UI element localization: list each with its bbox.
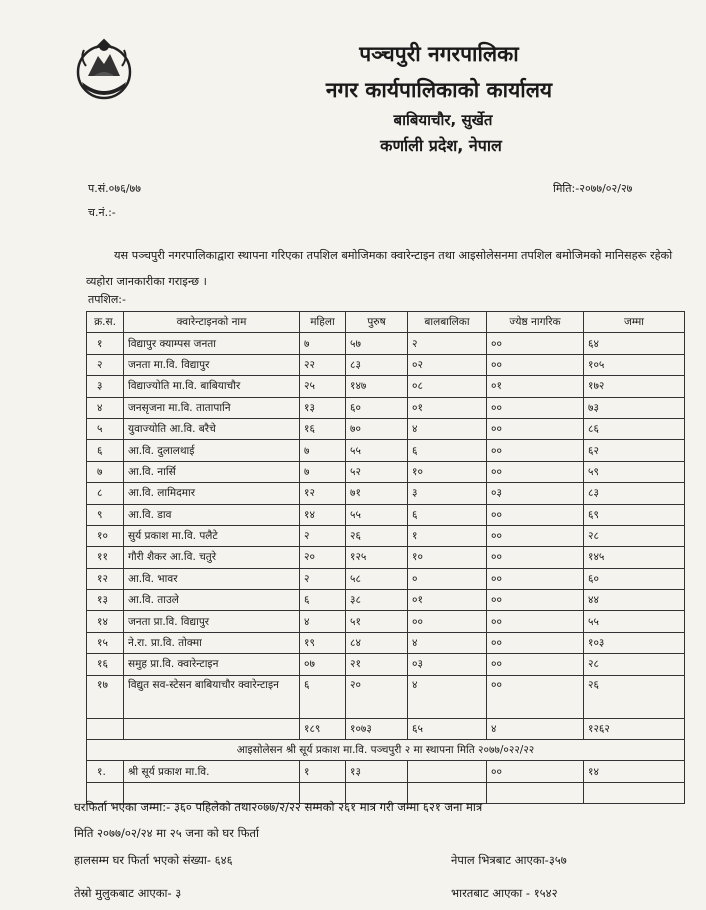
cell-total: १४ <box>584 761 685 782</box>
header-total: जम्मा <box>584 312 685 333</box>
third-country-count: तेस्रो मुलुकबाट आएका- ३ <box>74 886 182 900</box>
cell-female: ७ <box>300 461 346 482</box>
cell-male: ५१ <box>346 611 408 632</box>
cell-children: ० <box>408 568 487 589</box>
cell-female: २२ <box>300 354 346 375</box>
cell-sn: १४ <box>87 611 124 632</box>
cell-male: २१ <box>346 654 408 675</box>
cell-total: ४४ <box>584 590 685 611</box>
cell-senior: ०३ <box>487 483 584 504</box>
details-label: तपशिल:- <box>88 293 126 306</box>
cell-female: ४ <box>300 611 346 632</box>
cell-name: विद्यापुर क्याम्पस जनता <box>124 333 300 354</box>
cell-male: ७१ <box>346 483 408 504</box>
cell-female: २० <box>300 547 346 568</box>
cell-senior: ०० <box>487 675 584 718</box>
cell-total: १७२ <box>584 376 685 397</box>
cell-male: ७० <box>346 418 408 439</box>
body-paragraph <box>86 243 696 295</box>
cell-female: १४ <box>300 504 346 525</box>
cell-children: ४ <box>408 418 487 439</box>
cell-name: विद्याज्योति मा.वि. बाबियाचौर <box>124 376 300 397</box>
cell-name: सुर्य प्रकाश मा.वि. पलैटे <box>124 525 300 546</box>
cell-senior: ०० <box>487 568 584 589</box>
letter-date: मिति:-२०७७/०२/२७ <box>553 182 633 195</box>
cell-sn: १. <box>87 761 124 782</box>
cell-sn: ३ <box>87 376 124 397</box>
cell-male: ३८ <box>346 590 408 611</box>
table-row <box>87 611 685 632</box>
table-total-row <box>87 718 685 739</box>
cell-children: ०० <box>408 611 487 632</box>
cell-children: ६ <box>408 504 487 525</box>
returned-date-note: मिति २०७७/०२/२४ मा २५ जना को घर फिर्ता <box>74 826 259 840</box>
header-children: बालबालिका <box>408 312 487 333</box>
cell-children: ४ <box>408 632 487 653</box>
blank-cell <box>487 782 584 803</box>
cell-total: ६४ <box>584 333 685 354</box>
cell-senior: ०० <box>487 590 584 611</box>
cell-female: १ <box>300 761 346 782</box>
table-row <box>87 525 685 546</box>
cell-male: ५८ <box>346 568 408 589</box>
cell-sn: १७ <box>87 675 124 718</box>
cell-children: ०१ <box>408 590 487 611</box>
cell-sn: १२ <box>87 568 124 589</box>
cell-sn: १ <box>87 333 124 354</box>
cell-female: २ <box>300 568 346 589</box>
office-location: बाबियाचौर, सुर्खेत <box>393 111 493 129</box>
cell-name: गौरी शैकर आ.वि. चतुरे <box>124 547 300 568</box>
cell-name: आ.वि. ताउले <box>124 590 300 611</box>
cell-senior: ०० <box>487 418 584 439</box>
cell-male: ५२ <box>346 461 408 482</box>
cell-senior: ०० <box>487 461 584 482</box>
quarantine-table <box>86 311 685 804</box>
cell-name: विद्युत सव-स्टेसन बाबियाचौर क्वारेन्टाइन <box>124 675 300 718</box>
table-row <box>87 440 685 461</box>
cell-children: १ <box>408 525 487 546</box>
header-male: पुरुष <box>346 312 408 333</box>
cell-senior: ४ <box>487 718 584 739</box>
cell-name: आ.वि. भावर <box>124 568 300 589</box>
cell-male: ८४ <box>346 632 408 653</box>
cell-male: ८३ <box>346 354 408 375</box>
cell-children: २ <box>408 333 487 354</box>
cell-female: १२ <box>300 483 346 504</box>
cell-total: ६२ <box>584 440 685 461</box>
header-name: क्वारेन्टाइनको नाम <box>124 312 300 333</box>
cell-senior: ०० <box>487 397 584 418</box>
cell-female: २ <box>300 525 346 546</box>
cell-female: ६ <box>300 590 346 611</box>
cell-total: ५९ <box>584 461 685 482</box>
cell-sn: ७ <box>87 461 124 482</box>
table-row <box>87 547 685 568</box>
table-row <box>87 483 685 504</box>
municipality-title: पञ्चपुरी नगरपालिका <box>359 42 519 66</box>
table-row <box>87 354 685 375</box>
cell-sn: ९ <box>87 504 124 525</box>
cell-name: आ.वि. दुलालथाई <box>124 440 300 461</box>
cell-senior: ०० <box>487 761 584 782</box>
cell-female: १९ <box>300 632 346 653</box>
cell-male: १०७३ <box>346 718 408 739</box>
cell-sn: २ <box>87 354 124 375</box>
cell-male: ५५ <box>346 504 408 525</box>
table-row <box>87 397 685 418</box>
cell-senior: ०० <box>487 611 584 632</box>
returned-summary: घरफिर्ता भएका जम्मा:- ३६० पहिलेको तथा२०७७/२/२२ सम्मको २६१ मात्र गरी जम्मा ६२१ जना मात्र <box>74 800 483 814</box>
cell-senior: ०० <box>487 547 584 568</box>
cell-male: ६० <box>346 397 408 418</box>
cell-children: ०८ <box>408 376 487 397</box>
returned-count: हालसम्म घर फिर्ता भएको संख्या- ६४६ <box>74 853 233 867</box>
cell-male: १४७ <box>346 376 408 397</box>
table-header-row <box>87 312 685 333</box>
table-row <box>87 461 685 482</box>
header-female: महिला <box>300 312 346 333</box>
isolation-title: आइसोलेसन श्री सूर्य प्रकाश मा.वि. पञ्चपुरी २ मा स्थापना मिति २०७७/०२२/२२ <box>87 740 685 761</box>
cell-female: १६ <box>300 418 346 439</box>
cell-sn <box>87 718 124 739</box>
cell-name: युवाज्योति आ.वि. बरैचे <box>124 418 300 439</box>
cell-sn: ११ <box>87 547 124 568</box>
cell-children: ६ <box>408 440 487 461</box>
cell-children: ०२ <box>408 354 487 375</box>
cell-senior: ०१ <box>487 376 584 397</box>
cell-female: २५ <box>300 376 346 397</box>
cell-senior: ०० <box>487 333 584 354</box>
cell-name <box>124 718 300 739</box>
cell-male: ५५ <box>346 440 408 461</box>
table-row <box>87 333 685 354</box>
cell-sn: १६ <box>87 654 124 675</box>
cell-sn: ६ <box>87 440 124 461</box>
office-province: कर्णाली प्रदेश, नेपाल <box>380 136 502 155</box>
cell-female: ७ <box>300 333 346 354</box>
cell-male: १३ <box>346 761 408 782</box>
from-india-count: भारतबाट आएका - १५४२ <box>451 886 558 900</box>
cell-name: ने.रा. प्रा.वि. तोक्मा <box>124 632 300 653</box>
cell-children: १० <box>408 461 487 482</box>
table-row <box>87 504 685 525</box>
cell-total: ७३ <box>584 397 685 418</box>
header-sn: क्र.स. <box>87 312 124 333</box>
cell-sn: ८ <box>87 483 124 504</box>
cell-sn: १० <box>87 525 124 546</box>
cell-total: १०३ <box>584 632 685 653</box>
cell-female: ७ <box>300 440 346 461</box>
cell-children: ३ <box>408 483 487 504</box>
body-text: यस पञ्चपुरी नगरपालिकाद्वारा स्थापना गरिएका तपशिल बमोजिमका क्वारेन्टाइन तथा आइसोलेसनमा तपशिल बमोजिमको मानिसहरू रहेको व्यहोरा जानकारीका गराइन्छ । <box>86 249 673 288</box>
table-row <box>87 590 685 611</box>
cell-sn: ४ <box>87 397 124 418</box>
cell-senior: ०० <box>487 525 584 546</box>
cell-senior: ०० <box>487 504 584 525</box>
cell-female: ०७ <box>300 654 346 675</box>
cell-name: जनता प्रा.वि. विद्यापुर <box>124 611 300 632</box>
cell-name: आ.वि. लामिदमार <box>124 483 300 504</box>
dispatch-number: च.नं.:- <box>88 206 116 219</box>
cell-children <box>408 761 487 782</box>
cell-total: १२६२ <box>584 718 685 739</box>
isolation-row <box>87 761 685 782</box>
table-row <box>87 376 685 397</box>
table-row <box>87 632 685 653</box>
table-row <box>87 675 685 718</box>
cell-male: १२५ <box>346 547 408 568</box>
cell-total: २८ <box>584 654 685 675</box>
cell-children: ०१ <box>408 397 487 418</box>
cell-sn: ५ <box>87 418 124 439</box>
cell-total: २६ <box>584 675 685 718</box>
cell-senior: ०० <box>487 354 584 375</box>
cell-total: ६० <box>584 568 685 589</box>
cell-male: २६ <box>346 525 408 546</box>
blank-cell <box>584 782 685 803</box>
cell-name: समुह प्रा.वि. क्वारेन्टाइन <box>124 654 300 675</box>
office-title: नगर कार्यपालिकाको कार्यालय <box>325 78 553 102</box>
cell-name: आ.वि. नार्सि <box>124 461 300 482</box>
cell-female: ६ <box>300 675 346 718</box>
cell-name: आ.वि. डाव <box>124 504 300 525</box>
cell-total: ५५ <box>584 611 685 632</box>
cell-children: ४ <box>408 675 487 718</box>
cell-total: १४५ <box>584 547 685 568</box>
table-row <box>87 568 685 589</box>
cell-senior: ०० <box>487 440 584 461</box>
table-row <box>87 654 685 675</box>
isolation-title-row <box>87 740 685 761</box>
cell-male: २० <box>346 675 408 718</box>
cell-total: १०५ <box>584 354 685 375</box>
cell-female: १८९ <box>300 718 346 739</box>
from-nepal-count: नेपाल भित्रबाट आएका-३५७ <box>451 853 567 867</box>
table-row <box>87 418 685 439</box>
cell-senior: ०० <box>487 632 584 653</box>
cell-children: १० <box>408 547 487 568</box>
reference-number: प.सं.०७६/७७ <box>88 182 141 195</box>
header-senior: ज्येष्ठ नागरिक <box>487 312 584 333</box>
cell-total: ६९ <box>584 504 685 525</box>
cell-name: श्री सूर्य प्रकाश मा.वि. <box>124 761 300 782</box>
cell-total: २८ <box>584 525 685 546</box>
cell-total: ८३ <box>584 483 685 504</box>
cell-sn: १५ <box>87 632 124 653</box>
cell-total: ८६ <box>584 418 685 439</box>
cell-name: जनसृजना मा.वि. तातापानि <box>124 397 300 418</box>
cell-name: जनता मा.वि. विद्यापुर <box>124 354 300 375</box>
cell-children: ६५ <box>408 718 487 739</box>
cell-male: ५७ <box>346 333 408 354</box>
cell-senior: ०० <box>487 654 584 675</box>
cell-sn: १३ <box>87 590 124 611</box>
cell-children: ०३ <box>408 654 487 675</box>
cell-female: १३ <box>300 397 346 418</box>
